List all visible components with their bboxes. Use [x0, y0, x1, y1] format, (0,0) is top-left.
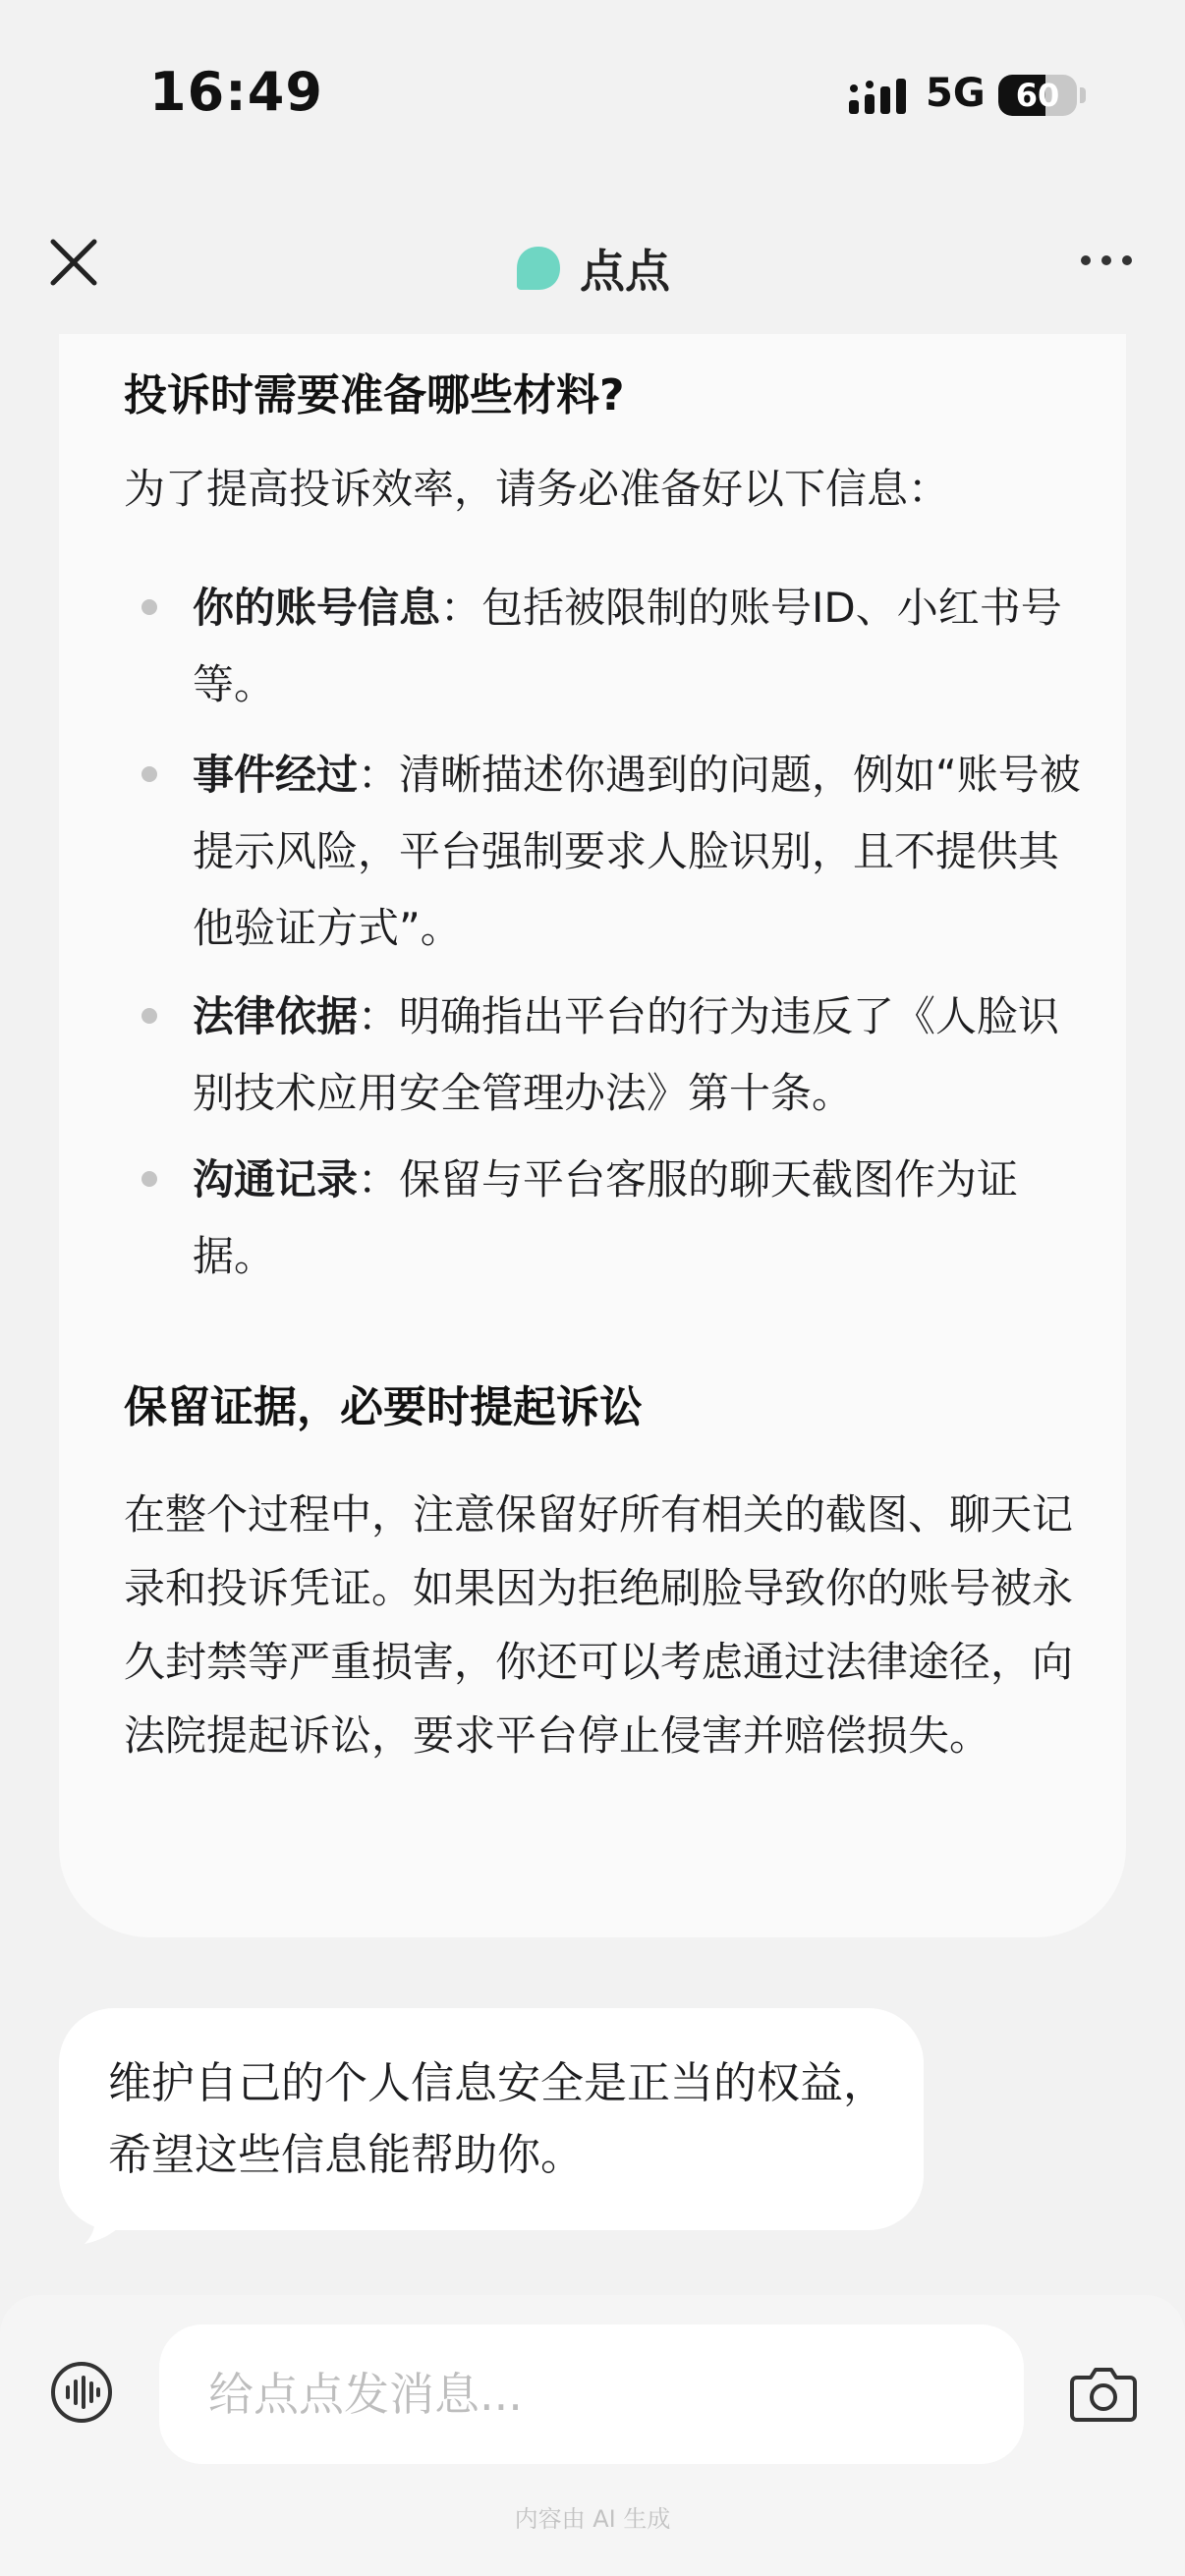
list-item-desc: ：明确指出平台的行为违反了《人脸识别技术应用安全管理办法》第十条。 — [193, 992, 1060, 1117]
ai-message-card — [59, 246, 1126, 1937]
input-bar — [0, 2295, 1185, 2576]
signal-icon — [849, 77, 910, 118]
list-item — [193, 979, 1097, 1132]
list-item-term: 事件经过 — [193, 751, 359, 799]
list-item-term: 你的账号信息 — [193, 584, 441, 632]
section-heading: 投诉时需要准备哪些材料? — [124, 370, 625, 420]
bullet-dot — [141, 599, 157, 615]
list-item — [193, 570, 1097, 723]
nav-title-group[interactable] — [0, 236, 1185, 301]
list-item-desc: ：保留与平台客服的聊天截图作为证据。 — [193, 1155, 1019, 1280]
bullet-dot — [141, 1008, 157, 1024]
status-bar — [0, 0, 1185, 196]
ai-followup-bubble — [59, 2008, 924, 2230]
voice-wave-icon[interactable] — [49, 2360, 114, 2425]
list-item-term: 沟通记录 — [193, 1155, 359, 1204]
network-type: 5G — [926, 71, 986, 116]
diandian-logo-icon — [515, 245, 562, 292]
list-item — [193, 737, 1097, 967]
message-input[interactable] — [159, 2324, 1024, 2464]
camera-icon[interactable] — [1069, 2360, 1138, 2425]
list-item-desc: ：清晰描述你遇到的问题，例如“账号被提示风险，平台强制要求人脸识别，且不提供其他验证方式”。 — [193, 751, 1081, 952]
nav-title: 点点 — [580, 245, 670, 298]
battery-level: 60 — [1015, 77, 1060, 114]
battery-icon — [998, 75, 1077, 116]
nav-bar — [0, 196, 1185, 334]
bullet-dot — [141, 766, 157, 782]
section-heading: 保留证据，必要时提起诉讼 — [124, 1382, 643, 1432]
bullet-dot — [141, 1171, 157, 1187]
list-item-desc: ：包括被限制的账号ID、小红书号等。 — [193, 584, 1062, 708]
list-item — [193, 1142, 1097, 1295]
intro-text: 为了提高投诉效率，请务必准备好以下信息： — [124, 465, 950, 513]
status-time: 16:49 — [149, 61, 323, 123]
paragraph-text: 在整个过程中，注意保留好所有相关的截图、聊天记录和投诉凭证。如果因为拒绝刷脸导致你的账号被永久封禁等严重损害，你还可以考虑通过法律途径，向法院提起诉讼，要求平台停止侵害并赔偿损失。 — [124, 1490, 1074, 1760]
list-item-term: 法律依据 — [193, 992, 359, 1040]
followup-text: 维护自己的个人信息安全是正当的权益，希望这些信息能帮助你。 — [108, 2058, 886, 2180]
ai-generated-note: 内容由 AI 生成 — [514, 2505, 671, 2533]
more-icon[interactable] — [1077, 246, 1136, 275]
battery-cap — [1080, 87, 1086, 103]
